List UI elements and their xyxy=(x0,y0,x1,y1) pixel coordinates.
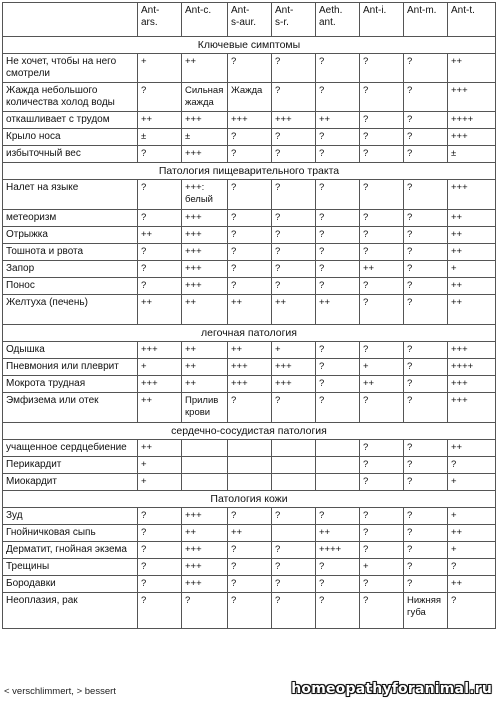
rating-cell: ? xyxy=(404,112,448,129)
rating-cell: ? xyxy=(228,508,272,525)
symptom-label: Трещины xyxy=(3,559,138,576)
rating-cell: ? xyxy=(138,559,182,576)
section-header-row xyxy=(3,37,496,54)
rating-cell xyxy=(316,457,360,474)
rating-cell: ? xyxy=(316,342,360,359)
table-row xyxy=(3,393,496,423)
table-row xyxy=(3,261,496,278)
rating-cell: ? xyxy=(138,278,182,295)
section-title: легочная патология xyxy=(3,325,496,342)
rating-cell: ? xyxy=(360,278,404,295)
header-row xyxy=(3,3,496,37)
rating-cell: Жажда xyxy=(228,83,272,112)
rating-cell: ++ xyxy=(316,525,360,542)
symptom-label: Одышка xyxy=(3,342,138,359)
table-row xyxy=(3,278,496,295)
rating-cell: Сильная жажда xyxy=(182,83,228,112)
symptom-label: Отрыжка xyxy=(3,227,138,244)
rating-cell xyxy=(272,457,316,474)
rating-cell: ? xyxy=(404,542,448,559)
rating-cell: ++ xyxy=(182,359,228,376)
rating-cell: +++ xyxy=(228,112,272,129)
rating-cell: ++ xyxy=(228,342,272,359)
rating-cell: ++ xyxy=(182,376,228,393)
rating-cell: ++ xyxy=(316,295,360,325)
rating-cell: ? xyxy=(272,576,316,593)
rating-cell: ? xyxy=(272,508,316,525)
rating-cell: ? xyxy=(228,542,272,559)
rating-cell xyxy=(182,440,228,457)
rating-cell: ? xyxy=(404,342,448,359)
rating-cell: + xyxy=(272,342,316,359)
section-header-row xyxy=(3,163,496,180)
rating-cell: ? xyxy=(404,244,448,261)
column-header: Ant-i. xyxy=(360,3,404,37)
table-row xyxy=(3,593,496,629)
rating-cell: ? xyxy=(272,146,316,163)
watermark: homeopathyforanimal.ru xyxy=(291,681,492,697)
rating-cell: ? xyxy=(228,593,272,629)
rating-cell: +++ xyxy=(448,393,496,423)
rating-cell: +++ xyxy=(272,112,316,129)
rating-cell: ? xyxy=(404,440,448,457)
rating-cell: ? xyxy=(228,393,272,423)
rating-cell: ? xyxy=(360,393,404,423)
remedy-comparison-table xyxy=(2,2,496,629)
symptom-label: Дерматит, гнойная экзема xyxy=(3,542,138,559)
rating-cell: + xyxy=(138,457,182,474)
rating-cell: ? xyxy=(360,474,404,491)
symptom-label: метеоризм xyxy=(3,210,138,227)
rating-cell: ? xyxy=(316,227,360,244)
rating-cell: ++++ xyxy=(448,359,496,376)
rating-cell: ? xyxy=(448,559,496,576)
rating-cell: ? xyxy=(316,376,360,393)
rating-cell: ? xyxy=(272,244,316,261)
rating-cell xyxy=(228,440,272,457)
table-row xyxy=(3,359,496,376)
rating-cell: + xyxy=(360,559,404,576)
rating-cell: ? xyxy=(272,393,316,423)
table-row xyxy=(3,210,496,227)
rating-cell: ± xyxy=(448,146,496,163)
rating-cell: ? xyxy=(360,342,404,359)
rating-cell: ? xyxy=(404,559,448,576)
symptom-label: избыточный вес xyxy=(3,146,138,163)
rating-cell: + xyxy=(448,508,496,525)
rating-cell: ? xyxy=(404,210,448,227)
rating-cell: ++ xyxy=(138,227,182,244)
rating-cell: ++++ xyxy=(316,542,360,559)
rating-cell: +++ xyxy=(448,83,496,112)
rating-cell: +++: белый xyxy=(182,180,228,210)
rating-cell: +++ xyxy=(272,376,316,393)
rating-cell: ++ xyxy=(182,525,228,542)
rating-cell: +++ xyxy=(182,559,228,576)
table-row xyxy=(3,525,496,542)
table-row xyxy=(3,542,496,559)
rating-cell: ? xyxy=(272,593,316,629)
rating-cell: + xyxy=(138,54,182,83)
rating-cell: + xyxy=(138,474,182,491)
rating-cell: ++ xyxy=(448,227,496,244)
rating-cell: Прилив крови xyxy=(182,393,228,423)
table-row xyxy=(3,440,496,457)
section-header-row xyxy=(3,325,496,342)
column-header: Ant- s-r. xyxy=(272,3,316,37)
section-title: сердечно-сосудистая патология xyxy=(3,423,496,440)
rating-cell: ? xyxy=(272,54,316,83)
rating-cell: ? xyxy=(404,180,448,210)
rating-cell: ? xyxy=(272,83,316,112)
rating-cell: ? xyxy=(404,83,448,112)
rating-cell: +++ xyxy=(182,278,228,295)
section-header-row xyxy=(3,491,496,508)
rating-cell: ++ xyxy=(228,525,272,542)
column-header: Ant- ars. xyxy=(138,3,182,37)
rating-cell: ? xyxy=(228,146,272,163)
rating-cell: +++ xyxy=(182,227,228,244)
rating-cell: ? xyxy=(404,457,448,474)
rating-cell: ? xyxy=(138,593,182,629)
rating-cell: ? xyxy=(228,227,272,244)
rating-cell xyxy=(228,474,272,491)
rating-cell xyxy=(272,474,316,491)
rating-cell: ? xyxy=(228,278,272,295)
rating-cell: +++ xyxy=(182,112,228,129)
rating-cell: ? xyxy=(360,576,404,593)
table-row xyxy=(3,576,496,593)
table-row xyxy=(3,180,496,210)
rating-cell: ? xyxy=(138,261,182,278)
rating-cell: ? xyxy=(316,359,360,376)
rating-cell: ++ xyxy=(448,278,496,295)
symptom-label: Тошнота и рвота xyxy=(3,244,138,261)
rating-cell: ? xyxy=(404,393,448,423)
rating-cell: ? xyxy=(404,576,448,593)
rating-cell: ++ xyxy=(316,112,360,129)
rating-cell: +++ xyxy=(228,376,272,393)
column-header: Aeth. ant. xyxy=(316,3,360,37)
rating-cell: ++ xyxy=(138,393,182,423)
rating-cell: ? xyxy=(316,180,360,210)
rating-cell: + xyxy=(448,474,496,491)
rating-cell: ++ xyxy=(360,261,404,278)
table-row xyxy=(3,342,496,359)
rating-cell: ? xyxy=(316,146,360,163)
rating-cell: ? xyxy=(404,146,448,163)
rating-cell: +++ xyxy=(182,576,228,593)
rating-cell: ? xyxy=(448,457,496,474)
rating-cell: +++ xyxy=(182,508,228,525)
column-header: Ant-t. xyxy=(448,3,496,37)
rating-cell: ? xyxy=(228,180,272,210)
rating-cell: ? xyxy=(138,146,182,163)
rating-cell: ++ xyxy=(182,54,228,83)
column-header: Ant- s-aur. xyxy=(228,3,272,37)
rating-cell: ? xyxy=(316,54,360,83)
rating-cell: +++ xyxy=(182,244,228,261)
rating-cell xyxy=(182,474,228,491)
rating-cell: ? xyxy=(360,146,404,163)
rating-cell: ++ xyxy=(138,440,182,457)
rating-cell: ? xyxy=(360,457,404,474)
rating-cell: ? xyxy=(228,244,272,261)
table-row xyxy=(3,457,496,474)
rating-cell: ? xyxy=(228,559,272,576)
rating-cell: ? xyxy=(316,508,360,525)
table-row xyxy=(3,54,496,83)
table-row xyxy=(3,244,496,261)
table-row xyxy=(3,146,496,163)
symptom-label: Понос xyxy=(3,278,138,295)
rating-cell: ++ xyxy=(360,376,404,393)
rating-cell: ++ xyxy=(138,112,182,129)
rating-cell: ? xyxy=(360,54,404,83)
rating-cell: ? xyxy=(228,576,272,593)
rating-cell: ? xyxy=(316,210,360,227)
rating-cell: +++ xyxy=(228,359,272,376)
symptom-label: Налет на языке xyxy=(3,180,138,210)
table-row xyxy=(3,227,496,244)
table-row xyxy=(3,129,496,146)
symptom-label: Жажда небольшого количества холод воды xyxy=(3,83,138,112)
rating-cell: + xyxy=(360,359,404,376)
rating-cell: ? xyxy=(316,261,360,278)
table-row xyxy=(3,508,496,525)
rating-cell: ? xyxy=(404,474,448,491)
rating-cell: +++ xyxy=(138,342,182,359)
rating-cell: +++ xyxy=(182,146,228,163)
rating-cell: ++ xyxy=(448,54,496,83)
rating-cell: ++ xyxy=(448,576,496,593)
rating-cell: ? xyxy=(316,559,360,576)
rating-cell xyxy=(316,474,360,491)
table-row xyxy=(3,376,496,393)
column-header: Ant-m. xyxy=(404,3,448,37)
rating-cell: ? xyxy=(404,376,448,393)
symptom-label: Пневмония или плеврит xyxy=(3,359,138,376)
rating-cell: ? xyxy=(404,508,448,525)
section-title: Патология пищеварительного тракта xyxy=(3,163,496,180)
rating-cell: +++ xyxy=(182,261,228,278)
rating-cell: ? xyxy=(272,227,316,244)
rating-cell: +++ xyxy=(448,376,496,393)
symptom-label: учащенное сердцебиение xyxy=(3,440,138,457)
rating-cell: +++ xyxy=(448,129,496,146)
rating-cell: ? xyxy=(138,542,182,559)
rating-cell: ? xyxy=(360,295,404,325)
rating-cell xyxy=(228,457,272,474)
rating-cell: ? xyxy=(138,210,182,227)
rating-cell: ? xyxy=(138,83,182,112)
rating-cell: ? xyxy=(272,261,316,278)
corner-cell xyxy=(3,3,138,37)
rating-cell: ++ xyxy=(138,295,182,325)
rating-cell: +++ xyxy=(272,359,316,376)
symptom-label: Не хочет, чтобы на него смотрели xyxy=(3,54,138,83)
rating-cell: ? xyxy=(448,593,496,629)
section-title: Ключевые симптомы xyxy=(3,37,496,54)
legend-note: < verschlimmert, > bessert xyxy=(4,686,116,697)
rating-cell: ? xyxy=(138,525,182,542)
symptom-label: Запор xyxy=(3,261,138,278)
rating-cell: ? xyxy=(272,278,316,295)
rating-cell: ? xyxy=(138,180,182,210)
rating-cell: ? xyxy=(360,180,404,210)
rating-cell: ++ xyxy=(448,525,496,542)
rating-cell: ? xyxy=(404,261,448,278)
rating-cell: ? xyxy=(404,227,448,244)
rating-cell: ? xyxy=(316,593,360,629)
rating-cell: +++ xyxy=(182,542,228,559)
symptom-label: откашливает с трудом xyxy=(3,112,138,129)
symptom-label: Зуд xyxy=(3,508,138,525)
rating-cell: ? xyxy=(360,83,404,112)
rating-cell: ++ xyxy=(182,342,228,359)
section-header-row xyxy=(3,423,496,440)
rating-cell: + xyxy=(448,542,496,559)
symptom-label: Бородавки xyxy=(3,576,138,593)
rating-cell: ? xyxy=(360,129,404,146)
rating-cell: ? xyxy=(360,244,404,261)
rating-cell: ++ xyxy=(448,210,496,227)
rating-cell: ? xyxy=(182,593,228,629)
symptom-label: Эмфизема или отек xyxy=(3,393,138,423)
rating-cell: ? xyxy=(360,525,404,542)
rating-cell: + xyxy=(448,261,496,278)
symptom-label: Миокардит xyxy=(3,474,138,491)
rating-cell: ? xyxy=(360,593,404,629)
rating-cell: +++ xyxy=(138,376,182,393)
symptom-label: Мокрота трудная xyxy=(3,376,138,393)
column-header: Ant-c. xyxy=(182,3,228,37)
symptom-label: Крыло носа xyxy=(3,129,138,146)
rating-cell: ? xyxy=(138,508,182,525)
rating-cell: ? xyxy=(360,210,404,227)
rating-cell: ? xyxy=(360,227,404,244)
rating-cell: ? xyxy=(360,440,404,457)
rating-cell: ? xyxy=(228,54,272,83)
rating-cell: ++ xyxy=(448,440,496,457)
rating-cell: ? xyxy=(272,542,316,559)
table-row xyxy=(3,559,496,576)
rating-cell: ± xyxy=(182,129,228,146)
rating-cell: +++ xyxy=(448,180,496,210)
table-row xyxy=(3,474,496,491)
rating-cell: ? xyxy=(138,576,182,593)
symptom-label: Гнойничковая сыпь xyxy=(3,525,138,542)
rating-cell: ++++ xyxy=(448,112,496,129)
rating-cell: ? xyxy=(272,180,316,210)
rating-cell: ? xyxy=(228,261,272,278)
rating-cell: +++ xyxy=(448,342,496,359)
rating-cell: ? xyxy=(316,129,360,146)
rating-cell: ? xyxy=(404,525,448,542)
rating-cell: ? xyxy=(316,83,360,112)
rating-cell: ? xyxy=(228,210,272,227)
rating-cell: + xyxy=(138,359,182,376)
symptom-label: Желтуха (печень) xyxy=(3,295,138,325)
rating-cell xyxy=(316,440,360,457)
rating-cell xyxy=(272,525,316,542)
symptom-label: Неоплазия, рак xyxy=(3,593,138,629)
symptom-label: Перикардит xyxy=(3,457,138,474)
rating-cell: Нижняя губа xyxy=(404,593,448,629)
rating-cell xyxy=(182,457,228,474)
rating-cell: ? xyxy=(138,244,182,261)
rating-cell: ++ xyxy=(448,244,496,261)
rating-cell: ? xyxy=(316,393,360,423)
rating-cell: ? xyxy=(316,278,360,295)
rating-cell: ? xyxy=(360,112,404,129)
rating-cell: ++ xyxy=(182,295,228,325)
rating-cell: ± xyxy=(138,129,182,146)
rating-cell xyxy=(272,440,316,457)
rating-cell: ? xyxy=(272,210,316,227)
rating-cell: ++ xyxy=(448,295,496,325)
table-row xyxy=(3,295,496,325)
rating-cell: ? xyxy=(404,295,448,325)
rating-cell: ? xyxy=(360,542,404,559)
rating-cell: ? xyxy=(404,359,448,376)
table-row xyxy=(3,83,496,112)
rating-cell: ++ xyxy=(228,295,272,325)
rating-cell: ? xyxy=(404,129,448,146)
rating-cell: ? xyxy=(228,129,272,146)
rating-cell: ? xyxy=(272,129,316,146)
rating-cell: ? xyxy=(316,576,360,593)
rating-cell: ? xyxy=(404,54,448,83)
rating-cell: ? xyxy=(272,559,316,576)
table-row xyxy=(3,112,496,129)
rating-cell: ? xyxy=(360,508,404,525)
rating-cell: ? xyxy=(404,278,448,295)
rating-cell: +++ xyxy=(182,210,228,227)
rating-cell: ? xyxy=(316,244,360,261)
rating-cell: ++ xyxy=(272,295,316,325)
section-title: Патология кожи xyxy=(3,491,496,508)
